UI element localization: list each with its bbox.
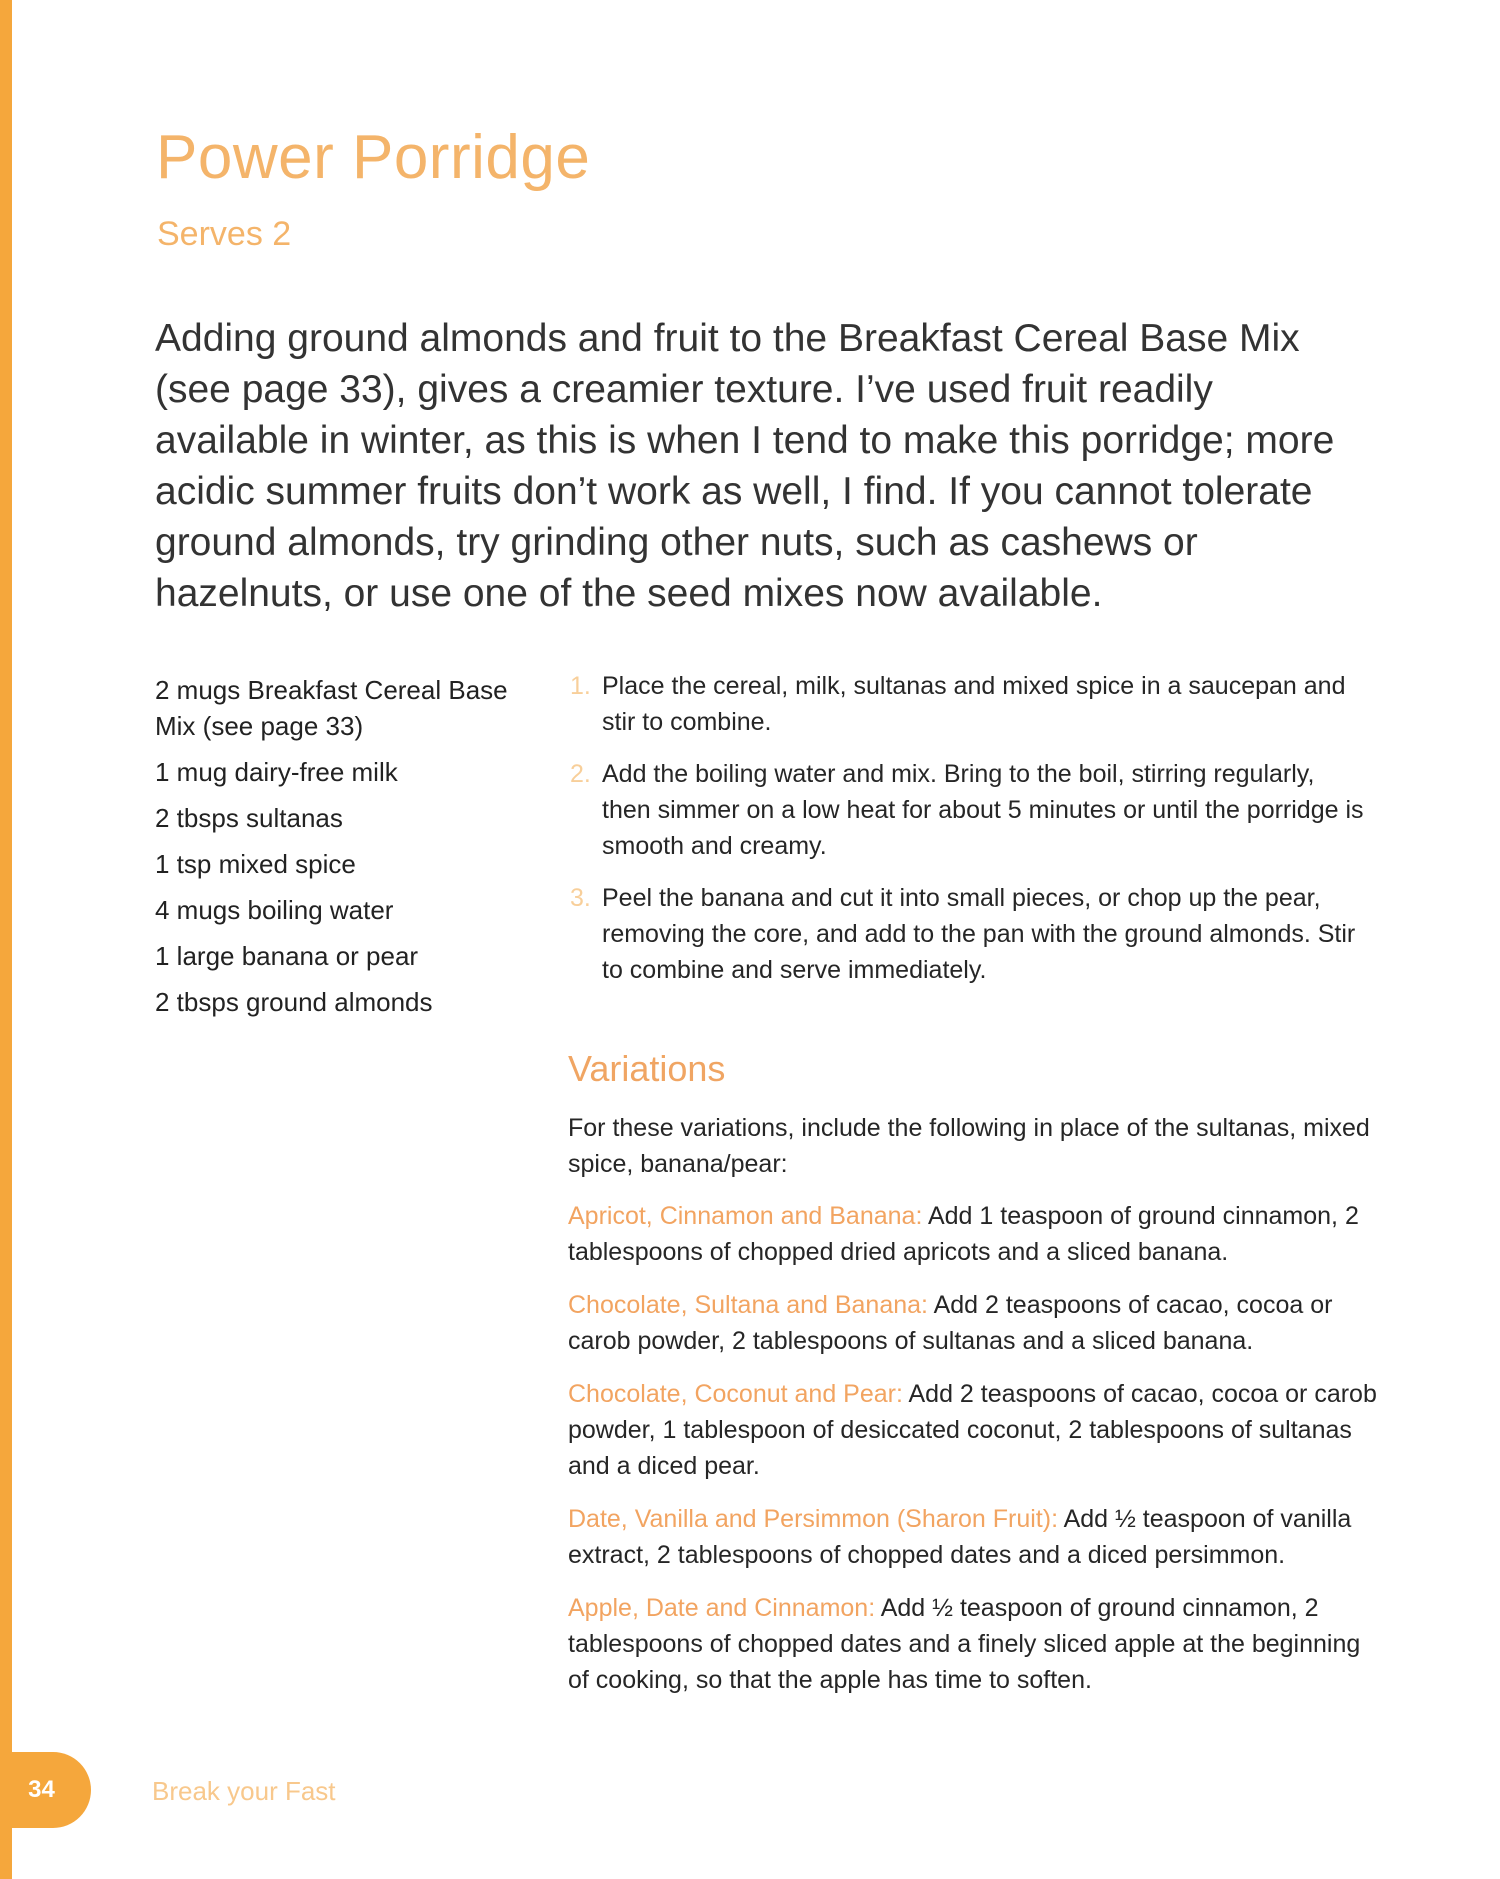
variation-item: [568, 1376, 1388, 1484]
variations-heading: Variations: [568, 1048, 726, 1089]
page-number-badge: 34: [0, 1752, 91, 1828]
variations-list: [568, 1198, 1388, 1715]
variation-name: Date, Vanilla and Persimmon (Sharon Fruit):: [568, 1505, 1059, 1533]
variation-name: Apple, Date and Cinnamon:: [568, 1594, 876, 1622]
step-number: 3.: [570, 884, 591, 912]
variation-text: Add ½ teaspoon of ground cinnamon, 2 tablespoons of chopped dates and a finely sliced apple at the beginning of cooking, so that the apple has time to soften.: [568, 1594, 1361, 1694]
ingredient-item: 1 large banana or pear: [155, 941, 419, 971]
variation-text: Add 1 teaspoon of ground cinnamon, 2 tablespoons of chopped dried apricots and a sliced banana.: [568, 1202, 1359, 1266]
ingredient-item: 2 tbsps ground almonds: [155, 987, 433, 1017]
variation-text: Add 2 teaspoons of cacao, cocoa or carob powder, 2 tablespoons of sultanas and a sliced banana.: [568, 1291, 1333, 1355]
step-text: Add the boiling water and mix. Bring to the boil, stirring regularly, then simmer on a low heat for about 5 minutes or until the porridge is smooth and creamy.: [602, 760, 1364, 860]
section-name: Break your Fast: [152, 1776, 336, 1806]
recipe-title: Power Porridge: [156, 123, 591, 192]
ingredient-item: 1 tsp mixed spice: [155, 849, 356, 879]
method-step: [565, 668, 1365, 740]
step-number: 2.: [570, 760, 591, 788]
ingredient-item: 2 tbsps sultanas: [155, 803, 343, 833]
method-steps: [565, 668, 1365, 1004]
method-step: [565, 756, 1365, 864]
method-step: [565, 880, 1365, 988]
recipe-intro: Adding ground almonds and fruit to the Breakfast Cereal Base Mix (see page 33), gives a creamier texture. I’ve used fruit readily available in winter, as this is when I tend to make this porridge; more acidic summer fruits don’t work as well, I find. If you cannot tolerate ground almonds, try grinding other nuts, such as cashews or hazelnuts, or use one of the seed mixes now available.: [155, 317, 1335, 615]
step-number: 1.: [570, 672, 591, 700]
recipe-serves: Serves 2: [157, 215, 292, 253]
variation-item: [568, 1590, 1388, 1698]
variation-item: [568, 1501, 1388, 1573]
variation-item: [568, 1198, 1388, 1270]
step-text: Place the cereal, milk, sultanas and mixed spice in a saucepan and stir to combine.: [602, 672, 1346, 736]
ingredient-item: 1 mug dairy-free milk: [155, 757, 398, 787]
variation-name: Chocolate, Sultana and Banana:: [568, 1291, 928, 1319]
variation-text: Add 2 teaspoons of cacao, cocoa or carob powder, 1 tablespoon of desiccated coconut, 2 tablespoons of sultanas and a diced pear.: [568, 1380, 1377, 1480]
ingredients-list: [155, 672, 515, 1030]
ingredient-item: 2 mugs Breakfast Cereal Base Mix (see page 33): [155, 675, 508, 741]
variation-item: [568, 1287, 1388, 1359]
variation-name: Chocolate, Coconut and Pear:: [568, 1380, 903, 1408]
orange-page-edge: [0, 0, 12, 1879]
ingredient-item: 4 mugs boiling water: [155, 895, 394, 925]
step-text: Peel the banana and cut it into small pieces, or chop up the pear, removing the core, and add to the pan with the ground almonds. Stir to combine and serve immediately.: [602, 884, 1356, 984]
variation-name: Apricot, Cinnamon and Banana:: [568, 1202, 923, 1230]
variations-intro: For these variations, include the following in place of the sultanas, mixed spice, banana/pear:: [568, 1114, 1370, 1178]
variation-text: Add ½ teaspoon of vanilla extract, 2 tablespoons of chopped dates and a diced persimmon.: [568, 1505, 1352, 1569]
